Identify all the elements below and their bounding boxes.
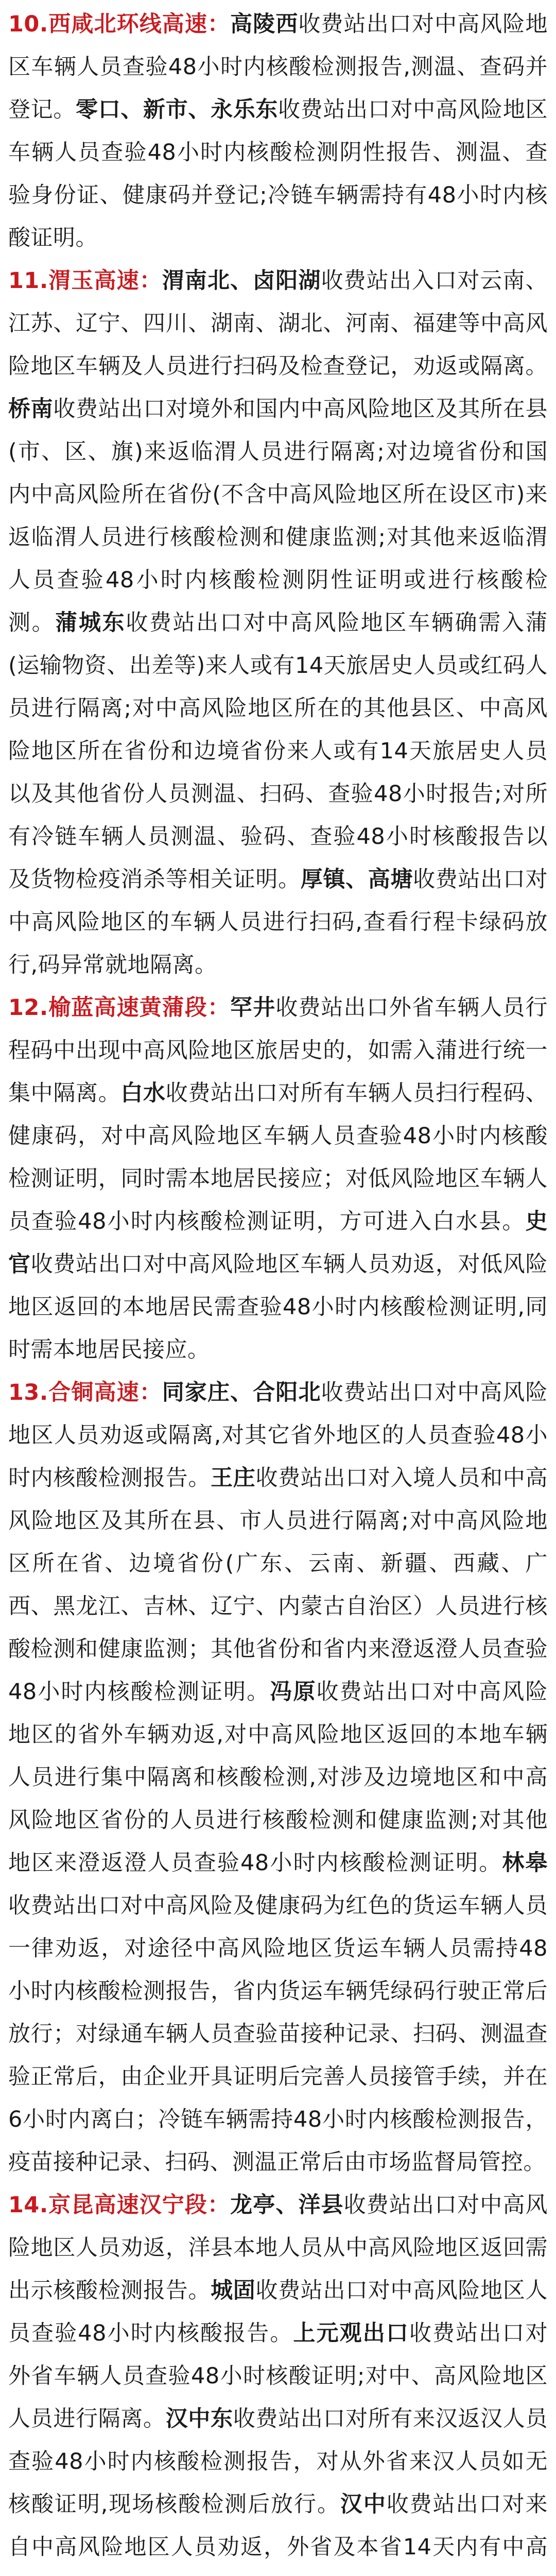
section-13	[8, 1371, 548, 2184]
section-text: 收费站出口对中高风险地区的省外车辆劝返,对中高风险地区返回的本地车辆人员进行集中隔离和核酸检测,对涉及边境地区和中高风险地区省份的人员进行核酸检测和健康监测;对其他地区来澄返澄人员查验48小时内核酸检测证明。	[8, 1679, 548, 1876]
toll-station-name: 汉中东	[165, 2406, 233, 2432]
section-text: 收费站出口对外省车辆人员查验48小时核酸证明;对中、高风险地区人员进行隔离。	[8, 2320, 548, 2432]
section-text: 收费站出口对境外和国内中高风险地区及其所在县(市、区、旗)来返临渭人员进行隔离;对边境省份和国内中高风险所在省份(不含中高风险地区所在设区市)来返临渭人员进行核酸检测和健康监测;对其他来返临渭人员查验48小时内核酸检测阴性证明或进行核酸检测。	[8, 396, 548, 636]
section-text: 收费站出口对中高风险地区人员劝返，洋县本地人员从中高风险地区返回需出示核酸检测报告。	[8, 2192, 548, 2303]
toll-station-name: 高陵西	[230, 11, 299, 37]
section-text: 收费站出口外省车辆人员行程码中出现中高风险地区旅居史的，如需入蒲进行统一集中隔离。	[8, 995, 548, 1106]
toll-station-name: 史官	[8, 1209, 548, 1277]
section-text: 收费站出口对中高风险地区车辆人员查验48小时内核酸检测阴性报告、测温、查验身份证、健康码并登记;冷链车辆需持有48小时内核酸证明。	[8, 97, 548, 251]
toll-station-name: 桥南	[8, 396, 54, 422]
section-title: 10.西咸北环线高速：	[8, 11, 231, 37]
section-text: 收费站出口对中高风险地区车辆人员查验48小时内核酸检测报告,测温、查码并登记。	[8, 11, 548, 123]
section-text: 收费站出口对所有来汉返汉人员查验48小时内核酸检测报告，对从外省来汉人员如无核酸证明,现场核酸检测后放行。	[8, 2406, 548, 2517]
toll-station-name: 上元观出口	[293, 2320, 409, 2346]
section-text: 收费站出口对所有车辆人员扫行程码、健康码，对中高风险地区车辆人员查验48小时内核酸检测证明，同时需本地居民接应；对低风险地区车辆人员查验48小时内核酸检测证明，方可进入白水县。	[8, 1080, 548, 1234]
toll-station-name: 林皋	[502, 1850, 548, 1876]
toll-station-name: 零口、新市、永乐东	[76, 97, 279, 123]
section-text: 收费站出口对中高风险地区人员查验48小时内核酸报告。	[8, 2278, 548, 2346]
section-14	[8, 2184, 548, 2576]
section-11	[8, 260, 548, 987]
toll-station-name: 蒲城东	[55, 610, 126, 636]
section-text: 收费站出口对入境人员和中高风险地区及其所在县、市人员进行隔离;对中高风险地区所在省、边境省份(广东、云南、新疆、西藏、广西、黑龙江、吉林、辽宁、内蒙古自治区）人员进行核酸检测和健康监测；其他省份和省内来澄返澄人员查验48小时内核酸检测证明。	[8, 1465, 548, 1705]
toll-station-name: 城固	[211, 2278, 256, 2303]
toll-station-name: 渭南北、卤阳湖	[162, 268, 321, 294]
toll-station-name: 白水	[120, 1080, 166, 1106]
section-text: 收费站出口对中高风险及健康码为红色的货运车辆人员一律劝返，对途径中高风险地区货运车辆人员需持48小时内核酸检测报告，省内货运车辆凭绿码行驶正常后放行；对绿通车辆人员查验苗接种记录、扫码、测温查验正常后，由企业开具证明后完善人员接管手续，并在6小时内离白；冷链车辆需持48小时内核酸检测报告，疫苗接种记录、扫码、测温正常后由市场监督局管控。	[8, 1893, 548, 2175]
section-12	[8, 987, 548, 1371]
toll-station-name: 厚镇、高塘	[300, 867, 413, 892]
section-text: 收费站出口对中高风险地区人员劝返或隔离,对其它省外地区的人员查验48小时内核酸检测报告。	[8, 1380, 548, 1491]
section-text: 收费站出口对中高风险地区车辆人员劝返，对低风险地区返回的本地居民需查验48小时内核酸检测证明,同时需本地居民接应。	[8, 1251, 548, 1363]
toll-station-name: 同家庄、合阳北	[162, 1380, 321, 1405]
toll-station-name: 汉中	[340, 2492, 387, 2517]
section-title: 14.京昆高速汉宁段：	[8, 2192, 231, 2218]
section-text: 收费站出入口对云南、江苏、辽宁、四川、湖南、湖北、河南、福建等中高风险地区车辆及人员进行扫码及检查登记，劝返或隔离。	[8, 268, 548, 379]
section-text: 收费站出口对中高风险地区的车辆人员进行扫码,查看行程卡绿码放行,码异常就地隔离。	[8, 867, 548, 978]
section-10	[8, 3, 548, 260]
section-text: 收费站出口对中高风险地区车辆确需入蒲(运输物资、出差等)来人或有14天旅居史人员或红码人员进行隔离;对中高风险地区所在的其他县区、中高风险地区所在省份和边境省份来人或有14天旅居史人员以及其他省份人员测温、扫码、查验48小时报告;对所有冷链车辆人员测温、验码、查验48小时核酸报告以及货物检疫消杀等相关证明。	[8, 610, 548, 892]
toll-station-name: 罕井	[230, 995, 276, 1021]
section-title: 12.榆蓝高速黄蒲段：	[8, 995, 231, 1021]
section-title: 11.渭玉高速：	[8, 268, 162, 294]
toll-station-name: 冯原	[270, 1679, 317, 1705]
section-title: 13.合铜高速：	[8, 1380, 162, 1405]
section-text: 收费站出口对来自中高风险地区人员劝返，外省及本省14天内有中高	[8, 2492, 548, 2560]
toll-station-name: 王庄	[211, 1465, 256, 1491]
toll-station-name: 龙亭、洋县	[230, 2192, 344, 2218]
